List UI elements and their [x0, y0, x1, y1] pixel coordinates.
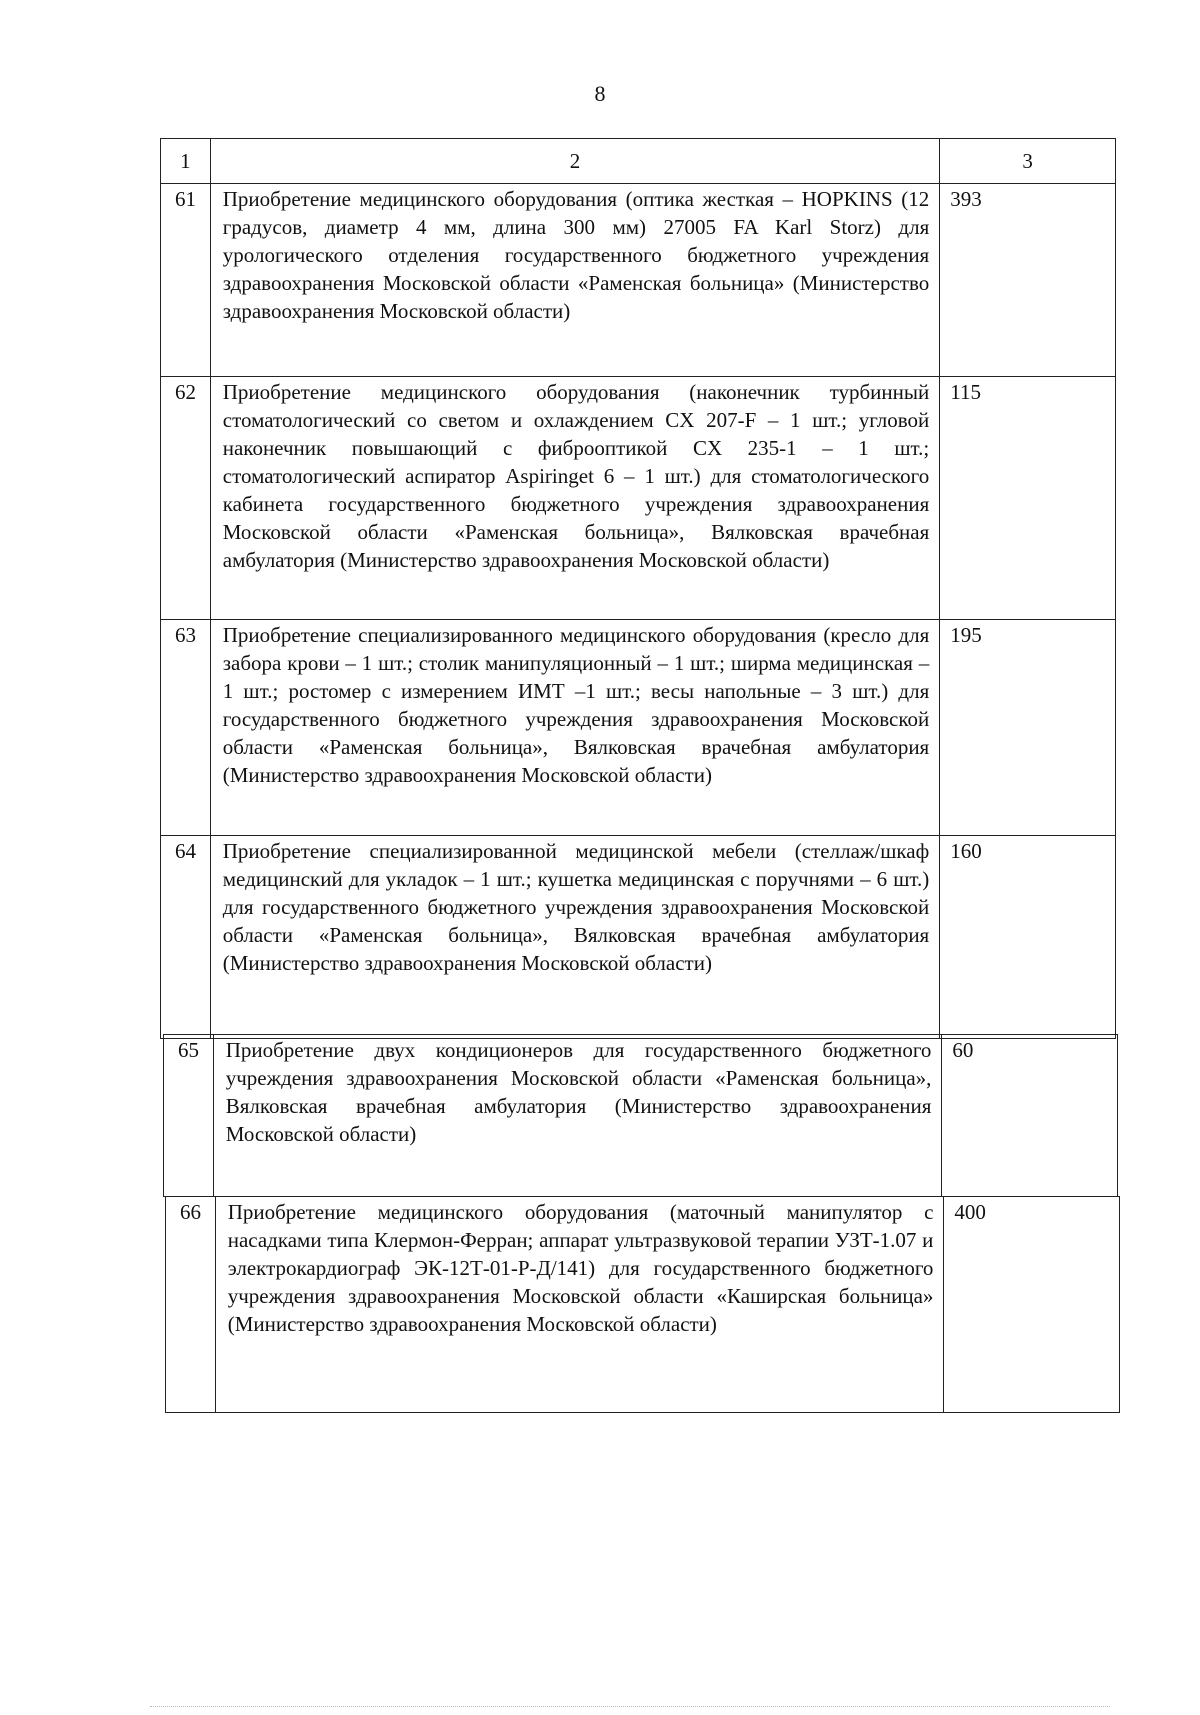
row-amount: 160	[940, 836, 1116, 1039]
row-description: Приобретение медицинского оборудования (наконечник турбинный стоматологический со светом и охлаждением CX 207-F – 1 шт.; угловой наконечник повышающий с фиброоптикой CX 235-1 – 1 шт.; стоматологический аспиратор Aspiringet 6 – 1 шт.) для стоматологического кабинета государственного бюджетного учреждения здравоохранения Московской области «Раменская больница», Вялковская врачебная амбулатория (Министерство здравоохранения Московской области)	[210, 377, 939, 620]
row-description: Приобретение специализированной медицинской мебели (стеллаж/шкаф медицинский для укладок – 1 шт.; кушетка медицинская с поручнями – 6 шт.) для государственного бюджетного учреждения здравоохранения Московской области «Раменская больница», Вялковская врачебная амбулатория (Министерство здравоохранения Московской области)	[210, 836, 939, 1039]
row-number: 65	[164, 1035, 214, 1197]
row-description: Приобретение двух кондиционеров для государственного бюджетного учреждения здравоохранения Московской области «Раменская больница», Вялковская врачебная амбулатория (Министерство здравоохранения Московской области)	[213, 1035, 942, 1197]
budget-table-part-2	[163, 1034, 1118, 1197]
row-amount: 195	[940, 620, 1116, 836]
row-number: 62	[161, 377, 211, 620]
table-row	[164, 1035, 1118, 1197]
row-description: Приобретение медицинского оборудования (оптика жесткая – HOPKINS (12 градусов, диаметр 4 мм, длина 300 мм) 27005 FA Karl Storz) для урологического отделения государственного бюджетного учреждения здравоохранения Московской области «Раменская больница» (Министерство здравоохранения Московской области)	[210, 184, 939, 377]
table-row	[161, 184, 1116, 377]
table-row	[166, 1197, 1120, 1413]
row-amount: 60	[942, 1035, 1118, 1197]
row-amount: 393	[940, 184, 1116, 377]
row-description: Приобретение специализированного медицинского оборудования (кресло для забора крови – 1 шт.; столик манипуляционный – 1 шт.; ширма медицинская – 1 шт.; ростомер с измерением ИМТ –1 шт.; весы напольные – 3 шт.) для государственного бюджетного учреждения здравоохранения Московской области «Раменская больница», Вялковская врачебная амбулатория (Министерство здравоохранения Московской области)	[210, 620, 939, 836]
budget-table	[160, 138, 1116, 1039]
row-number: 64	[161, 836, 211, 1039]
header-col-3: 3	[940, 139, 1116, 184]
page-number: 8	[594, 81, 606, 106]
table-row	[161, 620, 1116, 836]
scan-artifact-line	[150, 1706, 1110, 1707]
row-number: 66	[166, 1197, 216, 1413]
row-description: Приобретение медицинского оборудования (маточный манипулятор с насадками типа Клермон-Ферран; аппарат ультразвуковой терапии УЗТ-1.07 и электрокардиограф ЭК-12Т-01-Р-Д/141) для государственного бюджетного учреждения здравоохранения Московской области «Каширская больница» (Министерство здравоохранения Московской области)	[215, 1197, 944, 1413]
table-row	[161, 836, 1116, 1039]
header-col-1: 1	[161, 139, 211, 184]
header-col-2: 2	[210, 139, 939, 184]
table-row	[161, 377, 1116, 620]
budget-table-part-3	[165, 1196, 1120, 1413]
row-number: 63	[161, 620, 211, 836]
row-amount: 400	[944, 1197, 1120, 1413]
table-header-row	[161, 139, 1116, 184]
row-amount: 115	[940, 377, 1116, 620]
row-number: 61	[161, 184, 211, 377]
